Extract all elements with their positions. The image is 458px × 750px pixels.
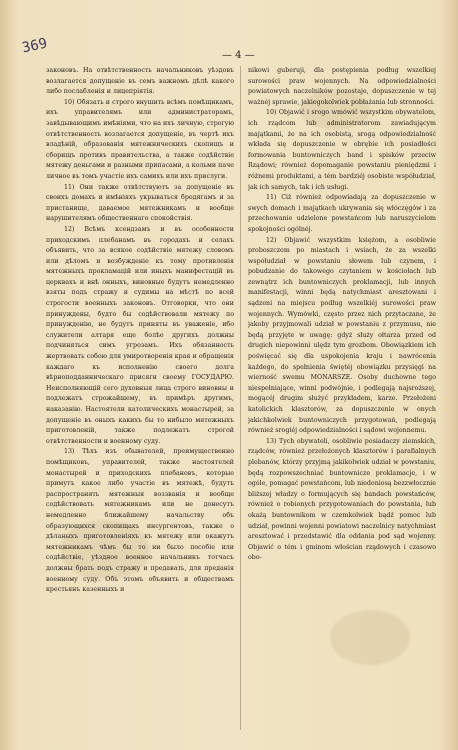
polish-column xyxy=(248,66,436,730)
polish-paragraph: 13) Tych obywateli, osobliwie posiadaczy ziemskich, rządców, również przełożonych klasztorów i parafialnych plebanów, którzy przyjmą jakikolwiek udział w powstaniu, będą rozpowszechniać buntownicze proklamacje, i w ogóle, pomagać powstańcom, lub niedoniosą bezzwłocznie bliższej władzy o formujących się bandach powstańców, również o robionych przygotowaniach do powstania, lub okażą buntownikom w czemkolwiek bądź pomoc lub udział, powinni wojenni powiatowi naczelnicy natychmiast aresztować i przedstawić dla oddania pod sąd wojenny. Objawić o tém i gminom włościan rządowych i czasowo obo- xyxy=(248,437,436,562)
russian-paragraph: 12) Всѣмъ ксендзамъ и въ особенности приходскимъ плебанамъ въ городахъ и селахъ объявить, что за всякое содѣйствіе мятежу словомъ или дѣломъ и возбужденіе къ тому противленія мятежныхъ прокламацій или иныхъ манифестацій въ церквахъ и внѣ онныхъ, виновные будутъ немедленно взяты подъ стражу и судимы на мѣстѣ по всей строгости военныхъ законовъ. Отговорки, что они принуждены, будто бы содѣйствовали мятежу по принужденію, не будутъ приняты въ уваженіе, ибо служители алтаря еще болѣе другихъ должны подчиняться симъ угрозамъ. Ихъ обязанность жертвовать собою для умиротворенія края и обращенія каждаго къ исполненію своего долга вѣрноподданническаго присяги своему ГОСУДАРЮ. Неисполняющій сего духовныя лица строго виновны и подлежатъ строжайшему, въ примѣръ другимъ, наказанію. Настоятели католическихъ монастырей, за допущеніе въ оныхъ какихъ бы то нибыло мятежныхъ приготовленій, также подлежатъ строгой отвѣтственности и военному суду. xyxy=(46,225,234,445)
russian-paragraph: 10) Обязать и строго внушить всѣмъ помѣщикамъ, ихъ управителямъ или администраторамъ, завѣдывающимъ имѣніями, что на ихъ личную, строгую отвѣтственность возлагается допущеніе, въ чертѣ ихъ владѣній, образованія мятежническихъ скопищъ и сборищъ противъ правительства, а также содѣйствіе мятежу деньгами и разными припасами, а кольми паче личное въ томъ участіе ихъ самихъ или ихъ прислуги. xyxy=(46,98,234,180)
polish-paragraph: nikowi guberuji, dla postępienia podług wszelkiej surowości praw wojennych. Na odpowiedzialności powiatowych naczelników pozostaje, dopuszczenie w tej ważnéj sprawie, jakiegokolwiek pobłażania lub stronności. xyxy=(248,67,436,106)
handwritten-margin-note: 369 xyxy=(20,35,49,57)
russian-column xyxy=(46,66,234,730)
russian-paragraph: 11) Они также отвѣтствуютъ за допущеніе въ своихъ домахъ и имѣніяхъ укрываться бродягамъ и за пристанище, даваемое мятежникамъ и вообще нарушителямъ общественнаго спокойствія. xyxy=(46,183,234,223)
column-divider xyxy=(240,66,241,730)
russian-paragraph: законовъ. На отвѣтственность начальниковъ уѣздовъ возлагается допущеніе въ семъ важномъ дѣлѣ какого либо послабленія и лицепріятія. xyxy=(46,67,234,96)
polish-paragraph: 10) Objawić i srogo wmówić wszystkim obywatelom, ich rządcom lub administratorom zawiadującym majątkami, że na ich osobistą, srogą odpowiedzialność wkłada się dopuszczenie w obrębie ich posiadłości formowania buntowniczych band i spisków przeciw Rządowi; również dopomaganie powstaniu pieniędzmi i różnemi produktami, a tém bardziéj osobiste współudział, jak ich samych, tak i ich usługi. xyxy=(248,109,436,191)
russian-paragraph: 13) Тѣхъ изъ обывателей, преимущественно помѣщиковъ, управителей, также настоятелей монастырей и приходскихъ плебановъ, которые примутъ какое либо участіе въ мятежѣ, будутъ распространять мятежныя воззванія и вообще содѣйствовать мятежникамъ или не донесутъ немедленно ближайшему начальству объ образующихся скопищахъ инсургентовъ, также о дѣланыхъ приготовленіяхъ къ мятежу или окажутъ мятежникамъ чѣмъ бы то ни было пособіе или содѣйствіе, уѣздное военное начальникъ тотчасъ должны брать подъ стражу и предавать, для преданія военному суду. Объ этомъ объявить и обществамъ крестьянъ казенныхъ и xyxy=(46,448,234,594)
polish-paragraph: 12) Objawić wszystkim księżom, a osobliwie proboszczom po miastach i wsiach, że za wszelki współudział w powstaniu słowem lub czynem, i pobudzanie do takowego czytaniem w kościołach lub zewnątrz ich buntowniczych proklamacji, lub innych manifestacji, winni będą natychmiast aresztowani i sądzeni na miejscu podług wszelkiéj surowości praw wojennych. Wymówki, często przez nich przytaczane, że jakoby przyjmowali udział w powstaniu z przymusu, nie będą przyjęte w uwagę: gdyż służy ołtarza przed od drugich niepowinni ulędz tym grozbom. Obowiązkiem ich poświęcać się dla uspokojenia kraju i nawrócenia każdego, do spełnienia świętéj obowiązku przysięgi na wierność swemu MONARSZE. Osoby duchowne tego niespełniające, winni podwójnie, i podlegają najsroższej, mogącéj drugim służyć przykładem, karze. Przełożeni katolickich klasztorów, za dopuszczenie w onych jakichkolwiek buntowniczych przygotowań, podlegają również srogiéj odpowiedzialności i sądowi wojennemu. xyxy=(248,236,436,435)
page-number: — 4 — xyxy=(222,50,255,61)
polish-paragraph: 11) Ciż również odpowiadają za dopuszczenie w swych domach i majątkach ukrywania się włóczęgów i za przechowanie udzielone powstańcom lub naruszycielom spokojności ogólnéj. xyxy=(248,194,436,233)
